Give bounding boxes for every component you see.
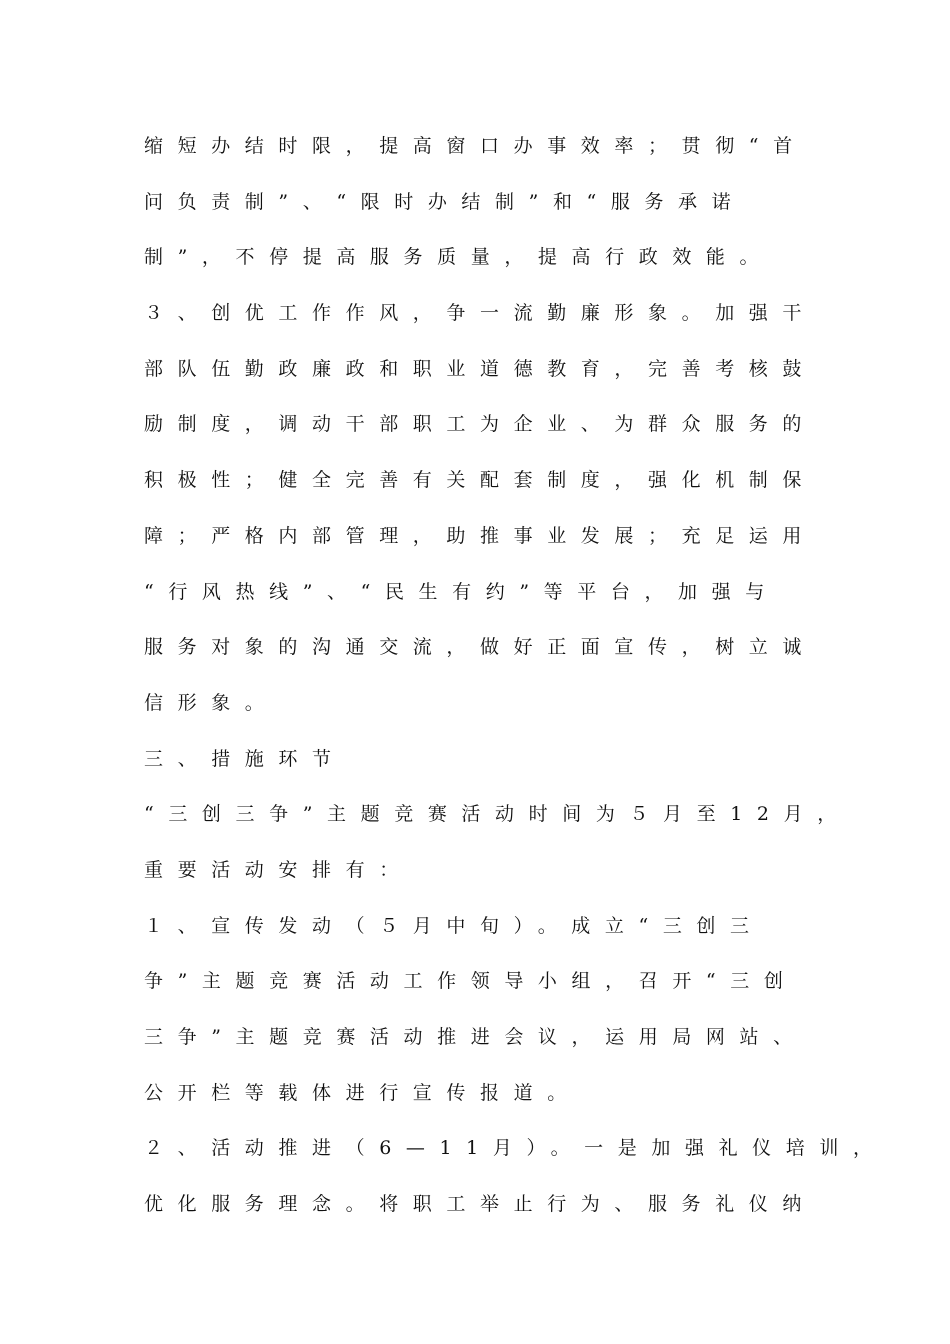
text-line: 励制度，调动干部职工为企业、为群众服务的 <box>144 413 817 436</box>
text-line: ２、活动推进（6—11月）。一是加强礼仪培训， <box>144 1137 887 1160</box>
section-heading: 三、措施环节 <box>144 747 346 770</box>
document-body <box>144 128 887 1242</box>
text-line: 信形象。 <box>144 691 279 714</box>
text-line: 制”，不停提高服务质量，提高行政效能。 <box>144 246 774 269</box>
text-line: 争”主题竞赛活动工作领导小组，召开“三创 <box>144 970 798 993</box>
text-line: 缩短办结时限，提高窗口办事效率；贯彻“首 <box>144 135 807 157</box>
text-line: 服务对象的沟通交流，做好正面宣传，树立诚 <box>144 636 817 659</box>
text-line: 重要活动安排有： <box>144 858 413 881</box>
text-line: “三创三争”主题竞赛活动时间为５月至12月， <box>144 803 851 826</box>
text-line: 障；严格内部管理，助推事业发展；充足运用 <box>144 524 817 547</box>
text-line: 问负责制”、“限时办结制”和“服务承诺 <box>144 190 746 213</box>
text-line: “行风热线”、“民生有约”等平台，加强与 <box>144 580 779 603</box>
text-line: ３、创优工作作风，争一流勤廉形象。加强干 <box>144 302 817 325</box>
text-line: １、宣传发动（５月中旬）。成立“三创三 <box>144 914 764 937</box>
text-line: 积极性；健全完善有关配套制度，强化机制保 <box>144 469 817 492</box>
text-line: 公开栏等载体进行宣传报道。 <box>144 1081 581 1104</box>
text-line: 部队伍勤政廉政和职业道德教育，完善考核鼓 <box>144 357 817 380</box>
text-line: 三争”主题竞赛活动推进会议，运用局网站、 <box>144 1026 807 1048</box>
text-line: 优化服务理念。将职工举止行为、服务礼仪纳 <box>144 1193 817 1216</box>
